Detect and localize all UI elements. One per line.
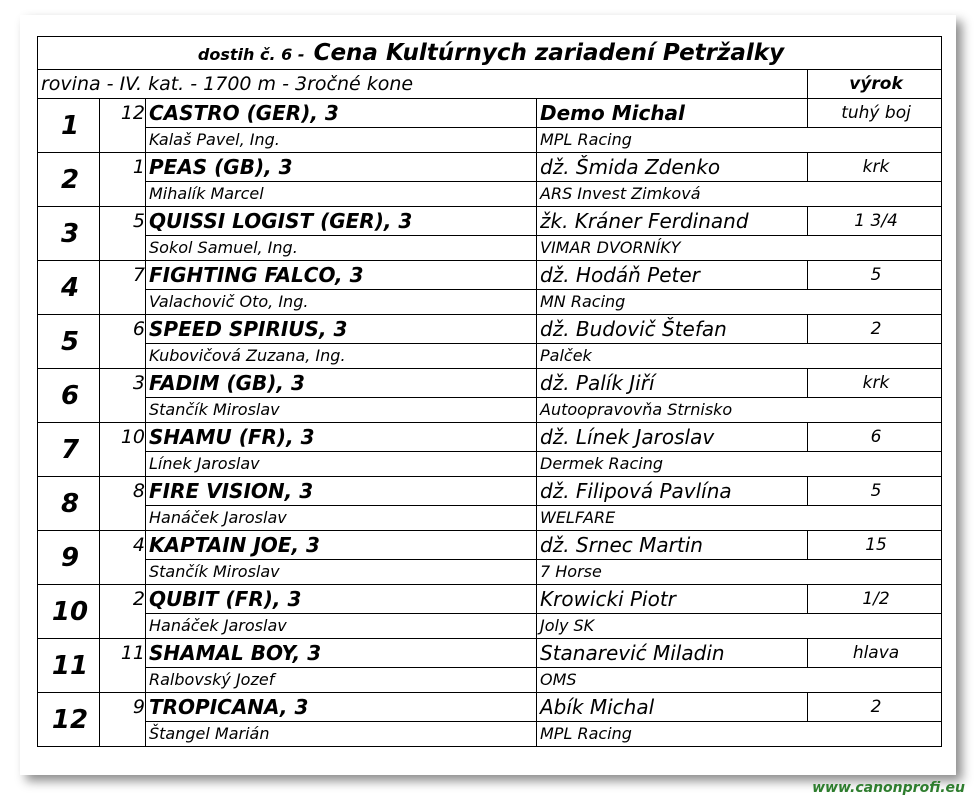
start-number-spacer [100,722,146,747]
start-number: 7 [100,261,146,290]
start-number-spacer [100,614,146,639]
horse-name: PEAS (GB), 3 [146,153,537,182]
horse-name: QUISSI LOGIST (GER), 3 [146,207,537,236]
trainer-name: Hanáček Jaroslav [146,614,537,639]
result-subrow [38,668,942,693]
finish-position: 7 [38,423,100,477]
start-number: 3 [100,369,146,398]
race-conditions: rovina - IV. kat. - 1700 m - 3ročné kone [38,70,808,99]
result-row [38,693,942,722]
jockey-name: dž. Línek Jaroslav [537,423,808,452]
result-row [38,639,942,668]
owner-name: MPL Racing [537,722,942,747]
trainer-name: Mihalík Marcel [146,182,537,207]
start-number-spacer [100,182,146,207]
finish-margin: 6 [808,423,942,452]
result-subrow [38,290,942,315]
jockey-name: žk. Kráner Ferdinand [537,207,808,236]
owner-name: 7 Horse [537,560,942,585]
finish-margin: 5 [808,261,942,290]
finish-margin: 15 [808,531,942,560]
owner-name: MN Racing [537,290,942,315]
start-number-spacer [100,128,146,153]
horse-name: QUBIT (FR), 3 [146,585,537,614]
owner-name: Joly SK [537,614,942,639]
result-subrow [38,398,942,423]
result-subrow [38,236,942,261]
result-row [38,585,942,614]
finish-position: 4 [38,261,100,315]
start-number: 9 [100,693,146,722]
horse-name: FIRE VISION, 3 [146,477,537,506]
race-name: Cena Kultúrnych zariadení Petržalky [313,39,785,66]
owner-name: OMS [537,668,942,693]
finish-position: 12 [38,693,100,747]
result-row [38,369,942,398]
start-number: 2 [100,585,146,614]
start-number: 10 [100,423,146,452]
finish-position: 6 [38,369,100,423]
jockey-name: dž. Šmida Zdenko [537,153,808,182]
finish-margin: krk [808,369,942,398]
start-number-spacer [100,668,146,693]
start-number-spacer [100,398,146,423]
trainer-name: Stančík Miroslav [146,398,537,423]
result-row [38,153,942,182]
trainer-name: Valachovič Oto, Ing. [146,290,537,315]
race-number: dostih č. 6 - [197,44,305,64]
finish-position: 1 [38,99,100,153]
finish-position: 10 [38,585,100,639]
result-subrow [38,452,942,477]
horse-name: TROPICANA, 3 [146,693,537,722]
start-number: 1 [100,153,146,182]
finish-position: 3 [38,207,100,261]
horse-name: KAPTAIN JOE, 3 [146,531,537,560]
jockey-name: Abík Michal [537,693,808,722]
trainer-name: Kubovičová Zuzana, Ing. [146,344,537,369]
finish-margin: 1/2 [808,585,942,614]
owner-name: Dermek Racing [537,452,942,477]
result-row [38,261,942,290]
horse-name: CASTRO (GER), 3 [146,99,537,128]
finish-position: 8 [38,477,100,531]
finish-margin: 1 3/4 [808,207,942,236]
horse-name: SHAMAL BOY, 3 [146,639,537,668]
finish-position: 11 [38,639,100,693]
jockey-name: dž. Budovič Štefan [537,315,808,344]
start-number-spacer [100,506,146,531]
finish-margin: 2 [808,693,942,722]
result-row [38,207,942,236]
margin-header: výrok [808,70,942,99]
horse-name: SPEED SPIRIUS, 3 [146,315,537,344]
start-number-spacer [100,344,146,369]
race-results-table [37,36,942,747]
start-number-spacer [100,236,146,261]
start-number: 11 [100,639,146,668]
finish-margin: krk [808,153,942,182]
result-row [38,477,942,506]
finish-position: 5 [38,315,100,369]
jockey-name: dž. Filipová Pavlína [537,477,808,506]
horse-name: SHAMU (FR), 3 [146,423,537,452]
result-subrow [38,560,942,585]
start-number-spacer [100,290,146,315]
jockey-name: Krowicki Piotr [537,585,808,614]
start-number: 12 [100,99,146,128]
start-number: 4 [100,531,146,560]
trainer-name: Stančík Miroslav [146,560,537,585]
trainer-name: Sokol Samuel, Ing. [146,236,537,261]
jockey-name: dž. Hodáň Peter [537,261,808,290]
result-row [38,423,942,452]
race-conditions-row [38,70,942,99]
finish-margin: hlava [808,639,942,668]
start-number: 6 [100,315,146,344]
owner-name: MPL Racing [537,128,942,153]
race-title [38,37,942,70]
watermark: www.canonprofi.eu [812,780,965,796]
trainer-name: Kalaš Pavel, Ing. [146,128,537,153]
horse-name: FIGHTING FALCO, 3 [146,261,537,290]
trainer-name: Ralbovský Jozef [146,668,537,693]
finish-position: 9 [38,531,100,585]
finish-margin: 2 [808,315,942,344]
trainer-name: Línek Jaroslav [146,452,537,477]
result-subrow [38,344,942,369]
result-row [38,99,942,128]
owner-name: Autoopravovňa Strnisko [537,398,942,423]
start-number-spacer [100,452,146,477]
owner-name: ARS Invest Zimková [537,182,942,207]
finish-position: 2 [38,153,100,207]
owner-name: Palček [537,344,942,369]
result-row [38,315,942,344]
result-subrow [38,506,942,531]
owner-name: WELFARE [537,506,942,531]
start-number: 5 [100,207,146,236]
start-number: 8 [100,477,146,506]
race-title-row [38,37,942,70]
result-subrow [38,128,942,153]
owner-name: VIMAR DVORNÍKY [537,236,942,261]
result-subrow [38,614,942,639]
jockey-name: dž. Palík Jiří [537,369,808,398]
trainer-name: Hanáček Jaroslav [146,506,537,531]
finish-margin: tuhý boj [808,99,942,128]
horse-name: FADIM (GB), 3 [146,369,537,398]
jockey-name: dž. Srnec Martin [537,531,808,560]
trainer-name: Štangel Marián [146,722,537,747]
result-subrow [38,722,942,747]
result-row [38,531,942,560]
result-subrow [38,182,942,207]
jockey-name: Demo Michal [537,99,808,128]
jockey-name: Stanarević Miladin [537,639,808,668]
finish-margin: 5 [808,477,942,506]
start-number-spacer [100,560,146,585]
